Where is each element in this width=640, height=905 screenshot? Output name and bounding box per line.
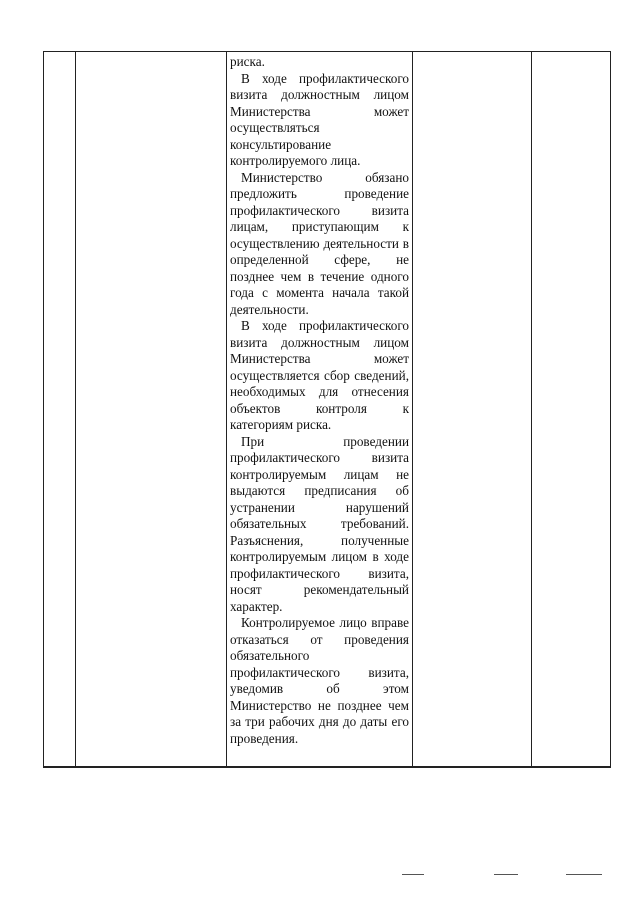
text-line: за три рабочих дня до даты его xyxy=(230,714,409,729)
text-line: В ходе профилактического xyxy=(241,318,409,333)
text-line: отказаться от проведения xyxy=(230,631,409,647)
document-table xyxy=(43,51,611,768)
description-text xyxy=(230,54,409,747)
text-line: определенной сфере, не xyxy=(230,252,409,267)
text-line: выдаются предписания об xyxy=(230,483,409,498)
text-line: необходимых для отнесения xyxy=(230,384,409,399)
text-line: профилактического визита, xyxy=(230,664,409,680)
text-line: Министерства может xyxy=(230,103,409,119)
text-line: Контролируемое лицо вправе xyxy=(241,615,409,630)
text-line: лицам, приступающим к xyxy=(230,219,409,234)
text-line: консультирование xyxy=(230,136,332,152)
text-line: проведения. xyxy=(230,730,299,746)
text-line: обязательных требований. xyxy=(230,516,409,531)
table-cell-name xyxy=(76,52,227,768)
footer-mark-3 xyxy=(566,874,602,875)
text-line: визита должностным лицом xyxy=(230,334,409,350)
text-line: контролируемым лицам не xyxy=(230,466,409,482)
text-line: объектов контроля к xyxy=(230,400,409,416)
text-line: уведомив об этом xyxy=(230,681,409,696)
text-line: предложить проведение xyxy=(230,186,409,201)
table-cell-empty-1 xyxy=(413,52,532,768)
text-line: Министерство обязано xyxy=(241,169,409,185)
text-line: При проведении xyxy=(241,433,409,449)
text-line: носят рекомендательный xyxy=(230,582,409,597)
text-line: риска. xyxy=(230,54,265,69)
text-line: года с момента начала такой xyxy=(230,285,409,300)
text-line: Разъяснения, полученные xyxy=(230,532,409,548)
text-line: характер. xyxy=(230,598,283,614)
text-line: контролируемым лицом в ходе xyxy=(230,549,409,564)
text-line: позднее чем в течение одного xyxy=(230,268,409,284)
table-row xyxy=(44,52,611,768)
text-line: деятельности. xyxy=(230,301,309,317)
table-cell-description xyxy=(227,52,413,768)
footer-mark-1 xyxy=(402,874,424,875)
footer-mark-2 xyxy=(494,874,518,875)
text-line: обязательного xyxy=(230,648,310,663)
text-line: устранении нарушений xyxy=(230,499,409,515)
text-line: профилактического визита, xyxy=(230,565,409,581)
text-line: Министерства может xyxy=(230,351,409,366)
text-line: осуществляться xyxy=(230,120,320,135)
text-line: Министерство не позднее чем xyxy=(230,697,409,713)
text-line: визита должностным лицом xyxy=(230,87,409,102)
text-line: профилактического визита xyxy=(230,450,409,465)
text-line: профилактического визита xyxy=(230,202,409,218)
text-line: категориям риска. xyxy=(230,417,332,432)
text-line: осуществлению деятельности в xyxy=(230,235,409,251)
text-line: осуществляется сбор сведений, xyxy=(230,367,409,383)
text-line: В ходе профилактического xyxy=(241,70,409,86)
text-line: контролируемого лица. xyxy=(230,153,361,168)
table-cell-number xyxy=(44,52,76,768)
table-cell-empty-2 xyxy=(532,52,611,768)
